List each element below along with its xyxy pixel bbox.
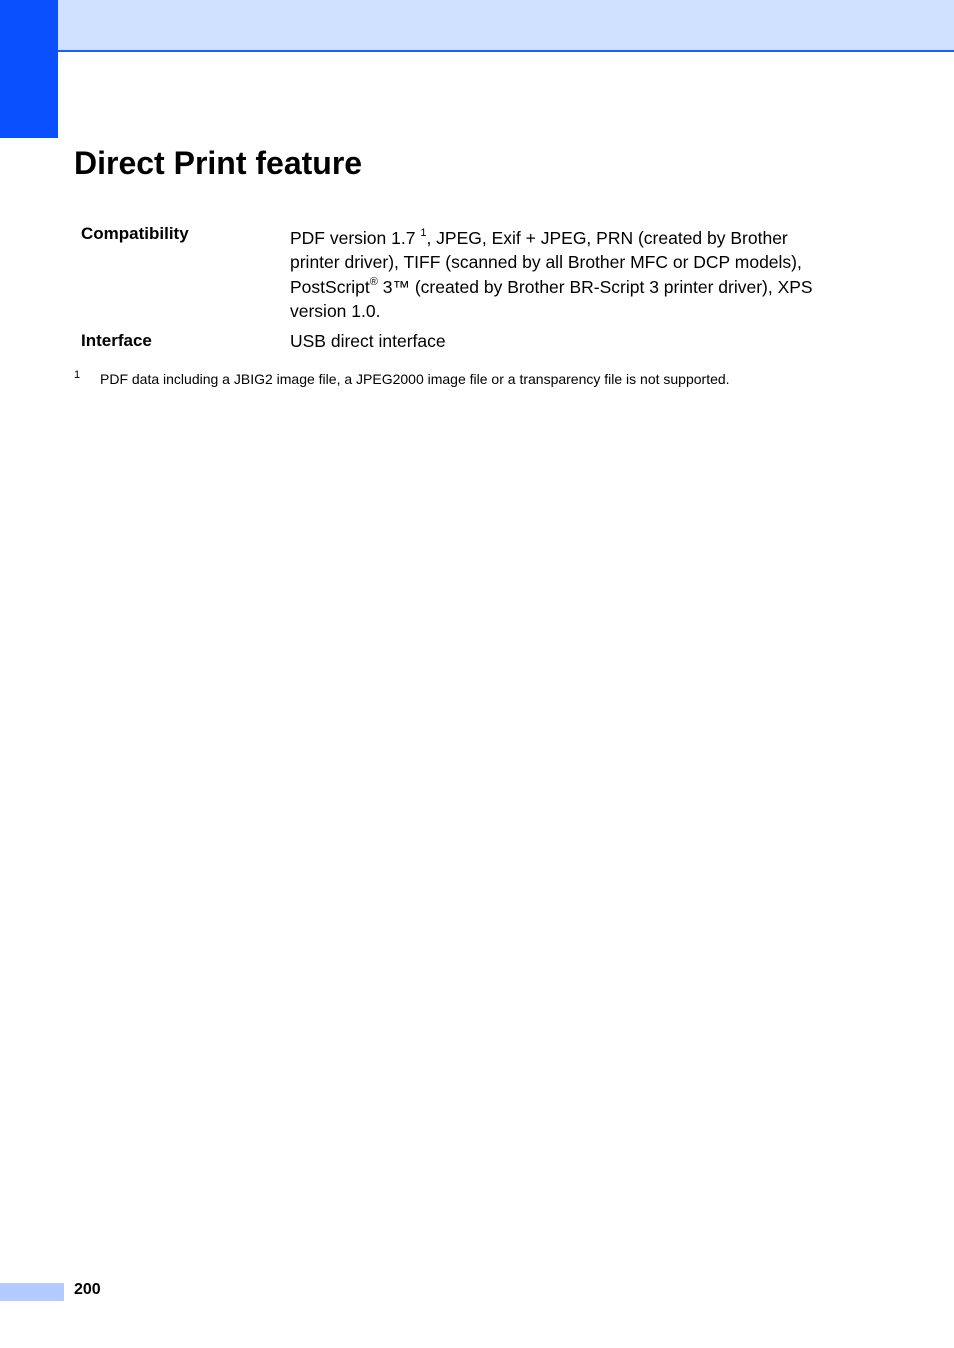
compatibility-line-2: printer driver), TIFF (scanned by all Brother MFC or DCP models), [290, 252, 802, 272]
compatibility-line-1: PDF version 1.7 $^1$, JPEG, Exif + JPEG, PRN (created by Brother [290, 227, 788, 248]
chapter-tab [0, 0, 58, 138]
spec-label-compatibility: Compatibility [81, 224, 189, 243]
footnote-reference: 1 [420, 227, 427, 240]
spec-value-interface: USB direct interface [290, 331, 446, 351]
page-number: 200 [74, 1281, 101, 1298]
footnote-text: PDF data including a JBIG2 image file, a JPEG2000 image file or a transparency file is not supported. [100, 371, 730, 387]
page-title: Direct Print feature [74, 145, 363, 181]
registered-mark: ® [369, 276, 378, 289]
footnote-mark: 1 [74, 369, 81, 381]
page-number-band [0, 1283, 64, 1301]
compatibility-line-4: version 1.0. [290, 301, 381, 321]
spec-label-interface: Interface [81, 331, 152, 350]
compatibility-line-3: PostScript® 3™ (created by Brother BR-Script 3 printer driver), XPS [290, 276, 813, 297]
spec-value-compatibility [290, 226, 865, 323]
header-band [58, 0, 954, 52]
